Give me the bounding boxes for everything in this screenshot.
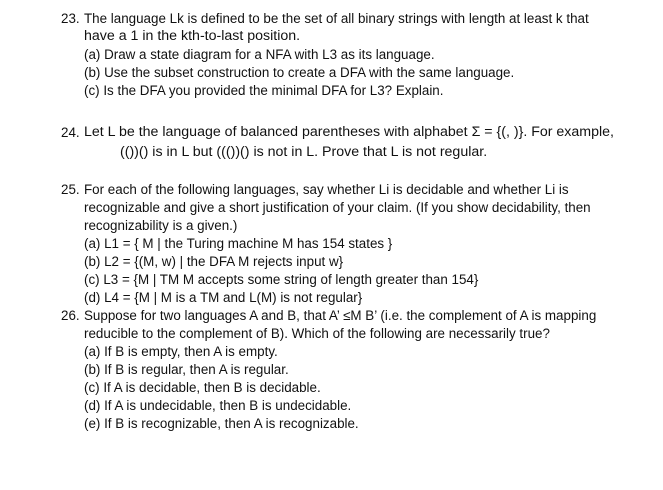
question-text-line: recognizability is a given.): [84, 218, 238, 233]
question-text-line: (())() is in L but ((())() is not in L. Prove that L is not regular.: [120, 144, 488, 160]
question-text-line: The language Lk is defined to be the set of all binary strings with length at least k that: [84, 11, 589, 26]
question-part-a: (a) If B is empty, then A is empty.: [84, 344, 278, 359]
question-part-b: (b) If B is regular, then A is regular.: [84, 362, 289, 377]
question-number: 25.: [61, 182, 80, 197]
question-text-line: have a 1 in the kth-to-last position.: [84, 28, 301, 44]
question-number: 23.: [61, 11, 80, 26]
question-part-c: (c) L3 = {M | TM M accepts some string of length greater than 154}: [84, 272, 479, 287]
question-text-line: Let L be the language of balanced parentheses with alphabet Σ = {(, )}. For example,: [84, 124, 614, 140]
question-text-line: reducible to the complement of B). Which of the following are necessarily true?: [84, 326, 550, 341]
question-text-line: recognizable and give a short justification of your claim. (If you show decidability, then: [84, 200, 591, 215]
question-part-b: (b) L2 = {(M, w) | the DFA M rejects input w}: [84, 254, 344, 269]
question-part-a: (a) L1 = { M | the Turing machine M has 154 states }: [84, 236, 393, 251]
question-part-e: (e) If B is recognizable, then A is recognizable.: [84, 416, 359, 431]
question-number: 26.: [61, 308, 80, 323]
question-text-line: For each of the following languages, say whether Li is decidable and whether Li is: [84, 182, 569, 197]
question-part-a: (a) Draw a state diagram for a NFA with L3 as its language.: [84, 47, 435, 62]
question-part-c: (c) If A is decidable, then B is decidable.: [84, 380, 321, 395]
question-part-d: (d) If A is undecidable, then B is undecidable.: [84, 398, 352, 413]
question-text-line: Suppose for two languages A and B, that A’ ≤M B’ (i.e. the complement of A is mapping: [84, 308, 597, 323]
question-part-d: (d) L4 = {M | M is a TM and L(M) is not regular}: [84, 290, 363, 305]
question-part-b: (b) Use the subset construction to create a DFA with the same language.: [84, 65, 515, 80]
question-number: 24.: [61, 125, 80, 140]
question-part-c: (c) Is the DFA you provided the minimal DFA for L3? Explain.: [84, 83, 444, 98]
